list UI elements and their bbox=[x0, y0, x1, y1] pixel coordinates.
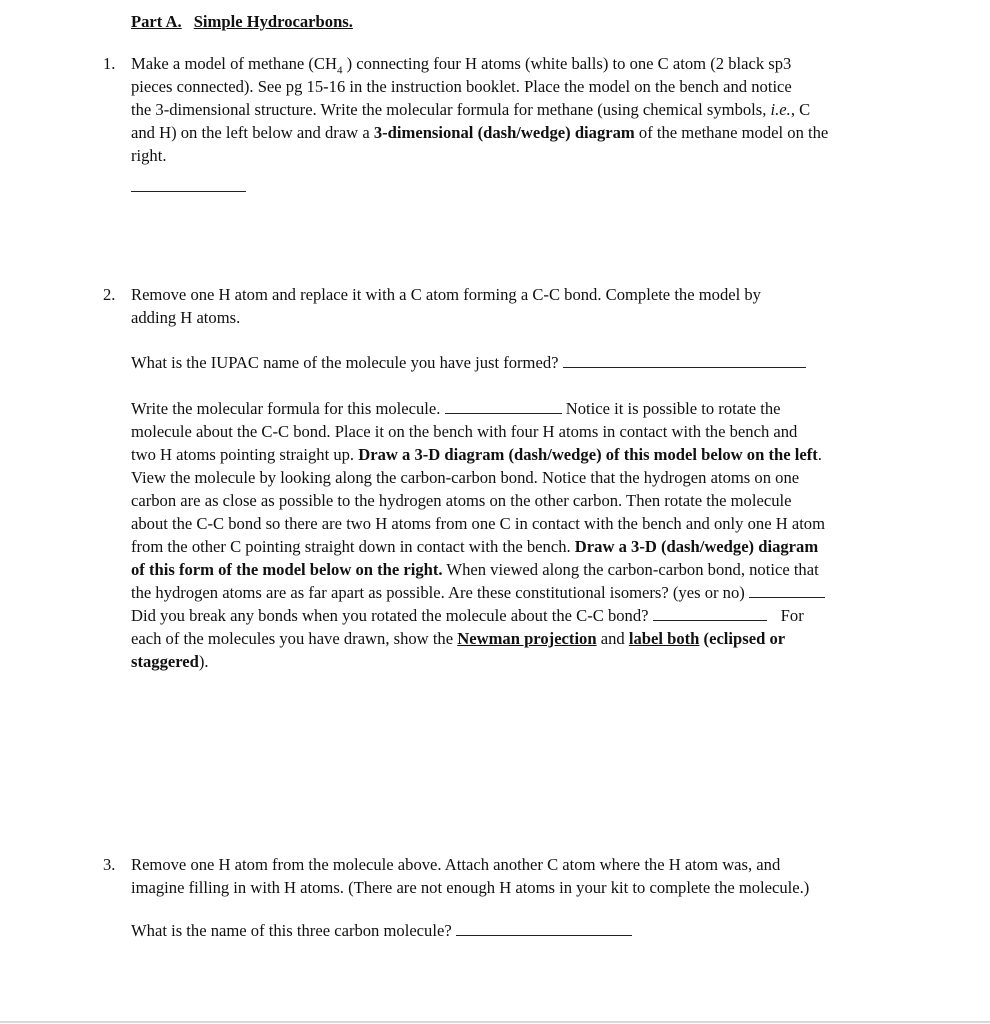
question-text-line bbox=[131, 627, 923, 650]
text-run: Did you break any bonds when you rotated the molecule about the C-C bond? bbox=[131, 606, 649, 625]
methane-formula-answer-blank[interactable] bbox=[131, 175, 246, 192]
question-text-line bbox=[131, 876, 923, 899]
question-text-line bbox=[131, 581, 923, 604]
question-text-line bbox=[131, 52, 923, 75]
question-2-paragraph bbox=[103, 397, 923, 673]
question-text-line bbox=[131, 121, 923, 144]
text-run: imagine filling in with H atoms. (There are not enough H atoms in your kit to complete the molecule.) bbox=[131, 878, 810, 897]
text-run: For bbox=[780, 606, 804, 625]
isomers-answer-blank[interactable] bbox=[749, 581, 825, 598]
text-run: of the methane model on the bbox=[634, 123, 829, 142]
question-text-line bbox=[131, 283, 923, 306]
question-2 bbox=[103, 283, 923, 329]
ethane-formula-answer-blank[interactable] bbox=[445, 397, 562, 414]
text-run: ). bbox=[198, 652, 209, 671]
question-body bbox=[131, 919, 923, 942]
subscript: 4 bbox=[336, 64, 343, 77]
question-text-line bbox=[131, 351, 923, 374]
iupac-question bbox=[103, 351, 923, 374]
text-run: View the molecule by looking along the carbon-carbon bond. Notice that the hydrogen atoms on one bbox=[131, 468, 800, 487]
question-text-line bbox=[131, 75, 923, 98]
question-1 bbox=[103, 52, 923, 167]
question-body bbox=[131, 52, 923, 167]
text-run: and H) on the left below and draw a bbox=[131, 123, 374, 142]
text-run: Write the molecular formula for this molecule. bbox=[131, 399, 441, 418]
question-text-line bbox=[131, 489, 923, 512]
question-body bbox=[131, 397, 923, 673]
text-run: from the other C pointing straight down in contact with the bench. bbox=[131, 537, 575, 556]
question-number: 2. bbox=[103, 285, 116, 304]
question-text-line bbox=[131, 919, 923, 942]
text-run: What is the name of this three carbon molecule? bbox=[131, 921, 452, 940]
bold-text: (eclipsed or bbox=[699, 629, 786, 648]
bonds-broken-answer-blank[interactable] bbox=[653, 604, 767, 621]
question-text-line bbox=[131, 98, 923, 121]
question-text-line bbox=[131, 535, 923, 558]
question-text-line bbox=[131, 420, 923, 443]
question-body bbox=[131, 283, 923, 329]
question-3 bbox=[103, 853, 923, 899]
bold-text: of this form of the model below on the right. bbox=[131, 560, 443, 579]
text-run: the 3-dimensional structure. Write the molecular formula for methane (using chemical symbols, bbox=[131, 100, 771, 119]
text-run: When viewed along the carbon-carbon bond, notice that bbox=[442, 560, 819, 579]
text-run: each of the molecules you have drawn, show the bbox=[131, 629, 458, 648]
three-carbon-question bbox=[103, 919, 923, 942]
question-text-line bbox=[131, 853, 923, 876]
question-text-line bbox=[131, 397, 923, 420]
text-run: two H atoms pointing straight up. bbox=[131, 445, 359, 464]
text-run: right. bbox=[131, 146, 167, 165]
three-carbon-name-answer-blank[interactable] bbox=[456, 919, 632, 936]
question-text-line bbox=[131, 558, 923, 581]
bold-text: Draw a 3-D diagram (dash/wedge) of this model below on the left bbox=[358, 445, 818, 464]
text-run: about the C-C bond so there are two H atoms from one C in contact with the bench and only one H atom bbox=[131, 514, 826, 533]
question-text-line bbox=[131, 650, 923, 673]
text-run: ) connecting four H atoms (white balls) to one C atom (2 black sp3 bbox=[342, 54, 792, 73]
question-text-line bbox=[131, 144, 923, 167]
text-run: the hydrogen atoms are as far apart as possible. Are these constitutional isomers? (yes or no) bbox=[131, 583, 745, 602]
part-title-label: Part A. bbox=[131, 12, 182, 31]
question-body bbox=[131, 351, 923, 374]
bold-underlined-text: label both bbox=[628, 629, 700, 648]
text-run: adding H atoms. bbox=[131, 308, 241, 327]
iupac-name-answer-blank[interactable] bbox=[563, 351, 806, 368]
text-run: Remove one H atom from the molecule above. Attach another C atom where the H atom was, and bbox=[131, 855, 781, 874]
question-number: 1. bbox=[103, 54, 116, 73]
question-text-line bbox=[131, 604, 923, 627]
question-body bbox=[131, 853, 923, 899]
italic-text: i.e. bbox=[770, 100, 791, 119]
page-bottom-divider bbox=[0, 1021, 990, 1023]
text-run: carbon are as close as possible to the hydrogen atoms on the other carbon. Then rotate the molecule bbox=[131, 491, 792, 510]
part-title-text: Simple Hydrocarbons. bbox=[193, 12, 353, 31]
text-run: What is the IUPAC name of the molecule you have just formed? bbox=[131, 353, 559, 372]
text-run: Notice it is possible to rotate the bbox=[565, 399, 781, 418]
text-run: . bbox=[817, 445, 822, 464]
text-run: , C bbox=[790, 100, 811, 119]
text-run: Remove one H atom and replace it with a C atom forming a C-C bond. Complete the model by bbox=[131, 285, 761, 304]
question-text-line bbox=[131, 512, 923, 535]
part-title bbox=[131, 10, 353, 33]
bold-underlined-text: Newman projection bbox=[457, 629, 597, 648]
question-text-line bbox=[131, 466, 923, 489]
bold-text: Draw a 3-D (dash/wedge) diagram bbox=[574, 537, 819, 556]
question-text-line bbox=[131, 443, 923, 466]
text-run: molecule about the C-C bond. Place it on the bench with four H atoms in contact with the bench and bbox=[131, 422, 798, 441]
bold-text: staggered bbox=[131, 652, 199, 671]
question-number: 3. bbox=[103, 855, 116, 874]
text-run: Make a model of methane (CH bbox=[131, 54, 337, 73]
question-text-line bbox=[131, 306, 923, 329]
text-run: pieces connected). See pg 15-16 in the instruction booklet. Place the model on the bench and notice bbox=[131, 77, 792, 96]
text-run: and bbox=[596, 629, 629, 648]
bold-text: 3-dimensional (dash/wedge) diagram bbox=[373, 123, 635, 142]
